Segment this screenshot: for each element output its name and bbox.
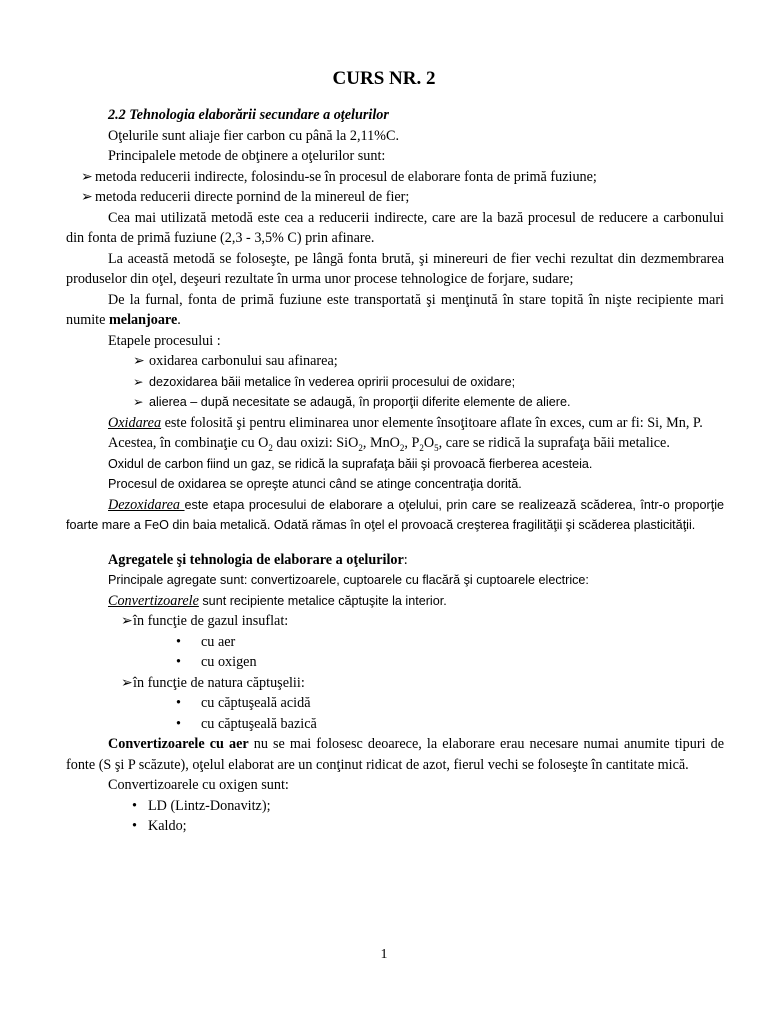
- arrow-bullet-icon: ➢: [121, 674, 133, 691]
- gas-criterion: [121, 611, 724, 632]
- deoxidation-term: Dezoxidarea: [108, 496, 185, 513]
- method-item-label: metoda reducerii indirecte, folosindu-se în procesul de elaborare fonta de primă fuziune;: [95, 168, 597, 185]
- air-converters-text: nu se mai folosesc deoarece, la elaborare erau necesare numai anumite tipuri de fonte (S şi P scăzute), oţelul elaborat are un conţinut ridicat de azot, fierul vechi se foloseşte în cantitate mică.: [66, 736, 724, 773]
- bullet-dot-icon: •: [176, 654, 181, 670]
- oxides-text: , MnO: [362, 435, 400, 451]
- spacer: [66, 536, 724, 550]
- lining-option-2: [176, 714, 724, 735]
- subscript: 2: [358, 442, 363, 453]
- section-heading: 2.2 Tehnologia elaborării secundare a oţelurilor: [108, 107, 389, 123]
- converters-term: Convertizoarele: [108, 592, 199, 609]
- paragraph-furnal-end: .: [177, 312, 181, 328]
- paragraph-most-used: Cea mai utilizată metodă este cea a reducerii indirecte, care are la bază procesul de reducere a carbonului din fonta de primă fuziune (2,3 - 3,5% C) prin afinare.: [66, 209, 724, 246]
- bullet-dot-icon: •: [176, 695, 181, 711]
- method-item-label: metoda reducerii directe pornind de la minereul de fier;: [95, 189, 410, 205]
- lining-option-1: [176, 693, 724, 714]
- paragraph-carbon-oxide: Oxidul de carbon fiind un gaz, se ridică la suprafaţa băii şi provoacă fierberea acesteia.: [108, 456, 593, 471]
- melanjoare-term: melanjoare: [108, 312, 178, 328]
- lining-option-label: cu căptuşeală acidă: [201, 695, 311, 711]
- subscript: 2: [399, 442, 405, 453]
- gas-option-label: cu oxigen: [201, 654, 257, 670]
- paragraph-principal-aggregates: Principale agregate sunt: convertizoarele, cuptoarele cu flacără şi cuptoarele electrice:: [108, 573, 589, 587]
- paragraph-deoxidation: [66, 495, 724, 536]
- paragraph-air-converters: [66, 734, 724, 775]
- subscript: 5: [434, 442, 439, 453]
- gas-criterion-label: în funcţie de gazul insuflat:: [133, 613, 289, 629]
- oxides-text: dau oxizi: SiO: [272, 435, 359, 451]
- aggregates-heading-text: Agregatele şi tehnologia de elaborare a oţelurilor: [108, 551, 404, 568]
- gas-option-1: [176, 632, 724, 653]
- paragraph-method-used: La această metodă se foloseşte, pe lângă fonta brută, şi minereuri de fier vechi rezultat din dezmembrarea produselor din oţel, deşeuri rezultate în urma unor procese tehnologice de forjare, sudare;: [66, 250, 724, 287]
- arrow-bullet-icon: ➢: [121, 613, 133, 629]
- page-number: 1: [380, 947, 388, 962]
- bullet-dot-icon: •: [132, 818, 137, 834]
- stage-item-label: dezoxidarea băii metalice în vederea opririi procesului de oxidare;: [149, 374, 516, 389]
- paragraph-oxides: [66, 433, 724, 454]
- oxides-text: , P: [404, 435, 420, 451]
- stage-item-label: oxidarea carbonului sau afinarea;: [149, 353, 338, 369]
- stage-item-1: [133, 351, 724, 372]
- oxides-text: , care se ridică la suprafaţa băii metalice.: [438, 435, 670, 451]
- arrow-bullet-icon: ➢: [81, 189, 93, 205]
- page-title: CURS NR. 2: [332, 68, 436, 89]
- air-converters-term: Convertizoarele cu aer: [108, 736, 249, 752]
- subscript: 2: [268, 442, 273, 453]
- oxidation-term: Oxidarea: [108, 414, 162, 431]
- method-item-2: [81, 187, 724, 208]
- oxides-text: O: [423, 435, 435, 451]
- bullet-dot-icon: •: [132, 797, 137, 814]
- converters-text: sunt recipiente metalice căptuşite la interior.: [198, 593, 447, 608]
- paragraph-oxygen-converters: Convertizoarele cu oxigen sunt:: [108, 777, 289, 793]
- arrow-bullet-icon: ➢: [133, 395, 144, 409]
- paragraph-intro: Oţelurile sunt aliaje fier carbon cu până la 2,11%C.: [108, 127, 399, 144]
- paragraph-furnal-text: De la furnal, fonta de primă fuziune este transportată şi menţinută în stare topită în nişte recipiente mari numite: [66, 291, 724, 328]
- gas-option-label: cu aer: [201, 633, 236, 650]
- aggregates-heading-colon: :: [403, 551, 408, 568]
- deoxidation-text: este etapa procesului de elaborare a oţelului, prin care se realizează scăderea, într-o proporţie foarte mare a FeO din baia metalică. Odată rămas în oţel el provoacă creşterea fragilităţii şi scăderea plasticităţii.: [66, 497, 724, 532]
- oxides-text: Acestea, în combinaţie cu O: [108, 435, 269, 451]
- stage-item-3: [133, 392, 724, 413]
- arrow-bullet-icon: ➢: [133, 374, 144, 389]
- paragraph-methods: Principalele metode de obţinere a oţelurilor sunt:: [108, 148, 386, 164]
- oxidation-text: este folosită şi pentru eliminarea unor elemente însoţitoare aflate în exces, cum ar fi: Si, Mn, P.: [161, 414, 703, 431]
- subscript: 2: [419, 442, 424, 453]
- gas-option-2: [176, 652, 724, 673]
- oxygen-converter-2: [132, 816, 724, 837]
- oxygen-converter-label: LD (Lintz-Donavitz);: [148, 797, 271, 814]
- bullet-dot-icon: •: [176, 633, 181, 650]
- bullet-dot-icon: •: [176, 715, 181, 732]
- arrow-bullet-icon: ➢: [81, 168, 93, 185]
- paragraph-oxidation-stop: Procesul de oxidarea se opreşte atunci când se atinge concentraţia dorită.: [108, 477, 522, 491]
- lining-criterion: [121, 673, 724, 694]
- arrow-bullet-icon: ➢: [133, 353, 145, 369]
- oxygen-converter-label: Kaldo;: [148, 818, 187, 834]
- lining-option-label: cu căptuşeală bazică: [201, 715, 317, 732]
- paragraph-furnal: [66, 290, 724, 331]
- document-body: [66, 105, 724, 837]
- oxygen-converter-1: [132, 796, 724, 817]
- method-item-1: [81, 167, 724, 188]
- stage-item-label: alierea – după necesitate se adaugă, în proporţii diferite elemente de aliere.: [149, 395, 571, 409]
- lining-criterion-label: în funcţie de natura căptuşelii:: [133, 674, 305, 691]
- aggregates-heading: [66, 550, 724, 571]
- stage-item-2: [133, 372, 724, 393]
- paragraph-converters: [66, 591, 724, 612]
- paragraph-oxidation: [66, 413, 724, 434]
- paragraph-stages: Etapele procesului :: [108, 332, 221, 349]
